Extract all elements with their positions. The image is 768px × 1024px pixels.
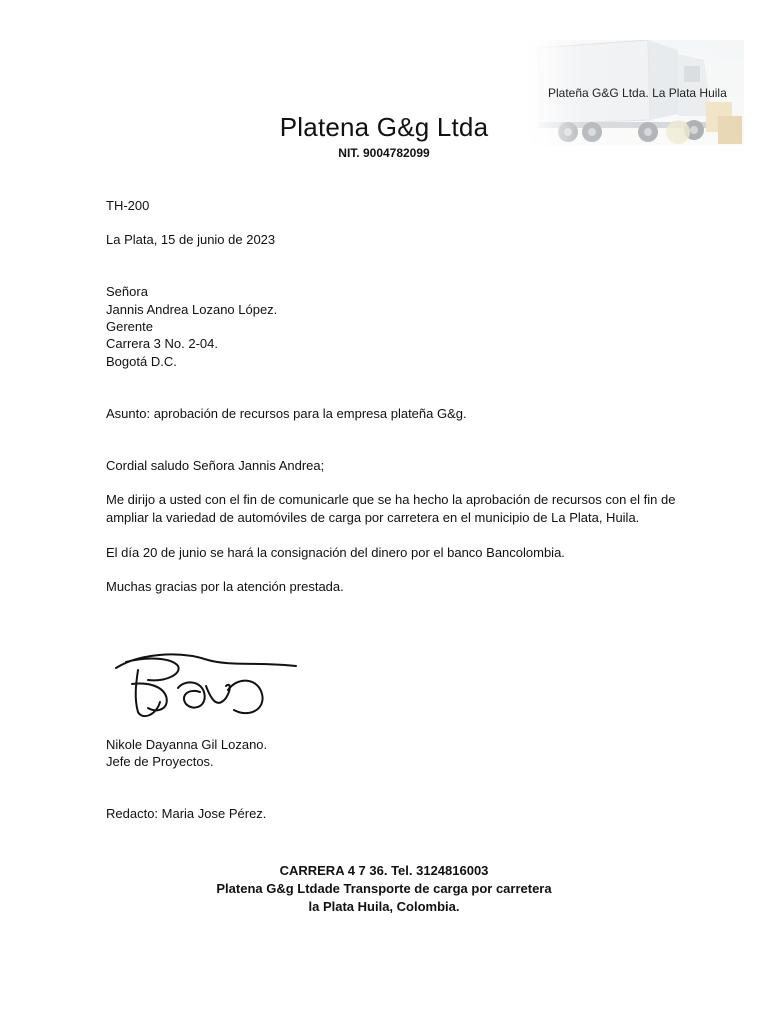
footer-address: CARRERA 4 7 36. Tel. 3124816003 [279, 863, 489, 878]
recipient-city: Bogotá D.C. [106, 354, 177, 369]
drafted-by: Redacto: Maria Jose Pérez. [106, 806, 267, 821]
reference-code: TH-200 [106, 198, 150, 213]
signer-title: Jefe de Proyectos. [106, 754, 214, 769]
recipient-title: Gerente [106, 319, 153, 334]
footer-company: Platena G&g Ltdade Transporte de carga por carretera [216, 881, 552, 896]
signer-name: Nikole Dayanna Gil Lozano. [106, 737, 268, 752]
recipient-name: Jannis Andrea Lozano López. [106, 302, 278, 317]
company-nit: NIT. 9004782099 [338, 146, 430, 160]
banner-caption: Plateña G&G Ltda. La Plata Huila [548, 86, 727, 100]
place-date: La Plata, 15 de junio de 2023 [106, 232, 276, 247]
company-title: Platena G&g Ltda [279, 112, 489, 142]
recipient-address: Carrera 3 No. 2-04. [106, 336, 218, 351]
body-line-2: ampliar la variedad de automóviles de carga por carretera en el municipio de La Plata, Huila. [106, 510, 640, 525]
body-line-1: Me dirijo a usted con el fin de comunicarle que se ha hecho la aprobación de recursos con el fin de [106, 492, 676, 507]
recipient-salutation: Señora [106, 284, 148, 299]
footer-location: la Plata Huila, Colombia. [308, 899, 460, 914]
greeting: Cordial saludo Señora Jannis Andrea; [106, 458, 325, 473]
closing-line: Muchas gracias por la atención prestada. [106, 579, 344, 594]
body-paragraph-2: El día 20 de junio se hará la consignación del dinero por el banco Bancolombia. [106, 545, 565, 560]
subject-line: Asunto: aprobación de recursos para la empresa plateña G&g. [106, 406, 467, 421]
handwritten-signature [108, 636, 304, 728]
